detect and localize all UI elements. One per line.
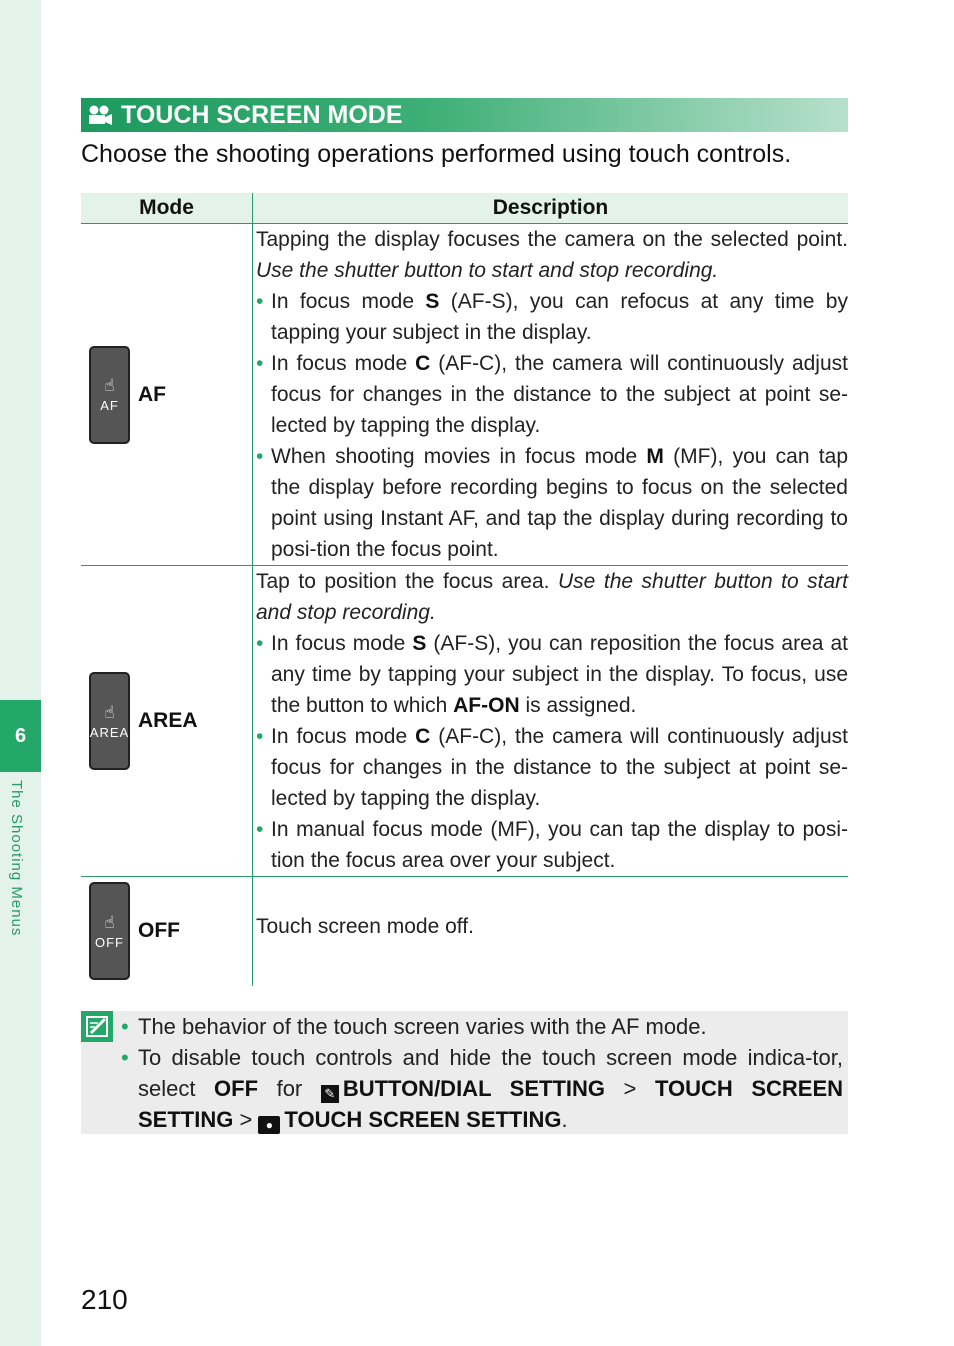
list-item: • In focus mode C (AF-C), the camera will continuously adjust focus for changes in the distance to the subject at point se-lected by tapping the display. bbox=[256, 352, 848, 437]
touch-area-icon: ☝ AREA bbox=[89, 672, 130, 770]
modes-table bbox=[81, 193, 848, 986]
mode-cell bbox=[81, 224, 253, 566]
list-item: • In focus mode S (AF-S), you can refocus at any time by tapping your subject in the display. bbox=[256, 290, 848, 344]
section-title: TOUCH SCREEN MODE bbox=[121, 100, 403, 129]
description-cell bbox=[253, 224, 849, 566]
touch-af-icon: ☝ AF bbox=[89, 346, 130, 444]
list-item: • When shooting movies in focus mode M (MF), you can tap the display before recording begins to focus on the selected point using Instant AF, and tap the display during recording to posi-tion the focus point. bbox=[256, 445, 848, 561]
column-header-mode: Mode bbox=[81, 193, 253, 224]
description-lead: Touch screen mode off. bbox=[256, 914, 474, 938]
table-header-row bbox=[81, 193, 848, 224]
mode-cell bbox=[81, 877, 253, 986]
description-note: Use the shutter button to start and stop recording. bbox=[256, 259, 719, 282]
list-item: • In focus mode C (AF-C), the camera will continuously adjust focus for changes in the distance to the subject at point se-lected by tapping the display. bbox=[256, 725, 848, 810]
description-cell bbox=[253, 566, 849, 877]
menu-path-touch-screen: ● TOUCH SCREEN SETTING bbox=[258, 1107, 561, 1132]
mode-name: AREA bbox=[138, 709, 198, 732]
description-note: Use the shutter button to start and stop recording. bbox=[256, 570, 848, 624]
list-item: • In focus mode S (AF-S), you can reposition the focus area at any time by tapping your subject in the display. To focus, use the button to which AF-ON is assigned. bbox=[256, 632, 848, 717]
page-number: 210 bbox=[81, 1284, 128, 1315]
movie-camera-icon bbox=[87, 104, 113, 126]
chapter-tab[interactable] bbox=[0, 700, 41, 772]
description-lead: Tap to position the focus area. bbox=[256, 570, 550, 593]
touch-off-icon: ☝ OFF bbox=[89, 882, 130, 980]
camera-icon: ● bbox=[258, 1116, 280, 1134]
chapter-title: The Shooting Menus bbox=[8, 780, 25, 937]
description-lead: Tapping the display focuses the camera on the selected point. bbox=[256, 228, 848, 251]
description-cell bbox=[253, 877, 849, 986]
section-heading bbox=[81, 98, 848, 132]
mode-name: AF bbox=[138, 382, 166, 406]
table-row bbox=[81, 224, 848, 566]
menu-path-button-dial: ✎ BUTTON/DIAL SETTING bbox=[321, 1076, 605, 1101]
wrench-icon: ✎ bbox=[321, 1085, 339, 1103]
mode-cell bbox=[81, 566, 253, 877]
list-item: • The behavior of the touch screen varies with the AF mode. bbox=[121, 1014, 707, 1039]
table-row bbox=[81, 566, 848, 877]
mode-name: OFF bbox=[138, 919, 180, 943]
column-header-description: Description bbox=[253, 193, 849, 224]
note-box bbox=[81, 1011, 848, 1134]
list-item: • In manual focus mode (MF), you can tap the display to posi-tion the focus area over your subject. bbox=[256, 818, 848, 872]
note-pencil-icon bbox=[81, 1011, 113, 1042]
list-item: • To disable touch controls and hide the touch screen mode indica-tor, select OFF for ✎ BUTTON/DIAL SETTING > TOUCH SCREEN SETTING > ● TOUCH SCREEN SETTING. bbox=[121, 1045, 844, 1132]
table-row bbox=[81, 877, 848, 986]
chapter-number: 6 bbox=[14, 724, 27, 747]
side-strip bbox=[0, 0, 41, 1346]
intro-text: Choose the shooting operations performed using touch controls. bbox=[81, 140, 792, 168]
